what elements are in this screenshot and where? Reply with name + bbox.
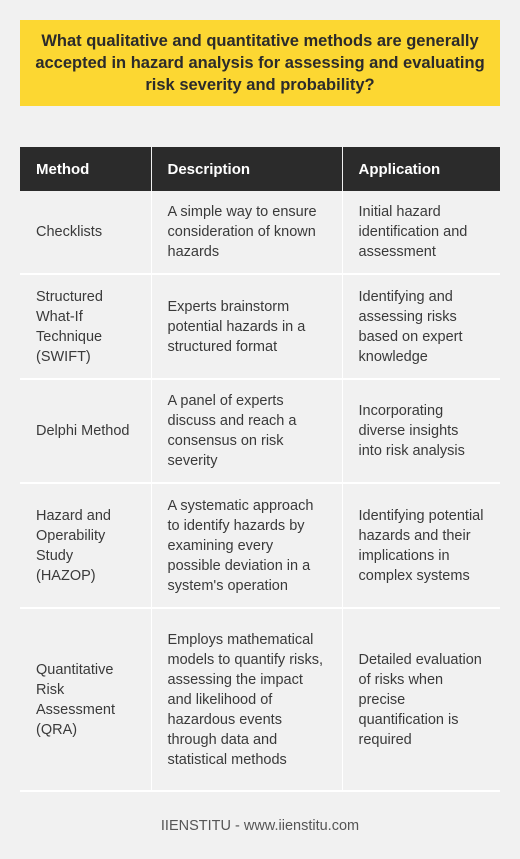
cell-description: Experts brainstorm potential hazards in a structured format (151, 274, 342, 379)
footer-credit: IIENSTITU - www.iienstitu.com (160, 818, 360, 834)
cell-description: A systematic approach to identify hazards by examining every possible deviation in a system's operation (151, 483, 342, 608)
table-row (20, 191, 500, 274)
table-row (20, 274, 500, 379)
cell-description: Employs mathematical models to quantify risks, assessing the impact and likelihood of hazardous events through data and statistical methods (151, 608, 342, 791)
cell-application: Identifying potential hazards and their implications in complex systems (342, 483, 500, 608)
cell-application: Initial hazard identification and assessment (342, 191, 500, 274)
table-header-row (20, 147, 500, 191)
cell-method: Checklists (20, 191, 151, 274)
table-row (20, 483, 500, 608)
cell-description: A panel of experts discuss and reach a consensus on risk severity (151, 379, 342, 483)
methods-table (20, 147, 500, 792)
page-title: What qualitative and quantitative methods are generally accepted in hazard analysis for assessing and evaluating risk severity and probability? (35, 32, 485, 94)
cell-method: Quantitative Risk Assessment (QRA) (20, 608, 151, 791)
header-method: Method (20, 147, 151, 191)
cell-method: Delphi Method (20, 379, 151, 483)
header-description: Description (151, 147, 342, 191)
cell-method: Structured What-If Technique (SWIFT) (20, 274, 151, 379)
table-row (20, 379, 500, 483)
cell-application: Incorporating diverse insights into risk analysis (342, 379, 500, 483)
cell-method: Hazard and Operability Study (HAZOP) (20, 483, 151, 608)
cell-description: A simple way to ensure consideration of known hazards (151, 191, 342, 274)
table-row (20, 608, 500, 791)
title-banner (20, 20, 500, 106)
cell-application: Identifying and assessing risks based on expert knowledge (342, 274, 500, 379)
header-application: Application (342, 147, 500, 191)
cell-application: Detailed evaluation of risks when precise quantification is required (342, 608, 500, 791)
